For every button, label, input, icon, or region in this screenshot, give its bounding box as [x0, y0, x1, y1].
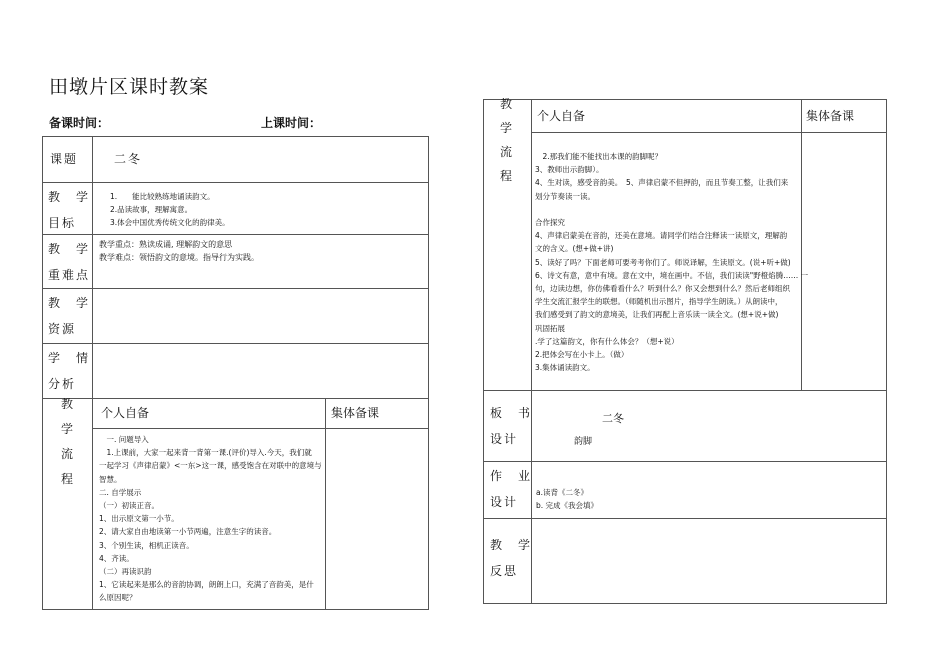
objectives-text: 1. 能比较熟练地诵读韵文。 2.品读故事，理解寓意。 3.体会中国优秀传统文化的韵律美。 — [110, 192, 230, 228]
analysis-label: 学 情 分析 — [48, 351, 91, 391]
class-time-label: 上课时间： — [261, 116, 322, 130]
reflection-label: 教 学 反思 — [490, 538, 533, 578]
topic-label: 课题 — [50, 152, 79, 166]
board-title: 二冬 — [602, 412, 624, 425]
process-text: 一. 问题导入 1.上课前，大家一起来背一背第一课.(评价)导入.今天，我们就 一起学习《声律启蒙》<一东>这一课，感受饱含在对联中的意境与 智慧。 二. 自学展示 （一）初读正音。 1、出示原文第一小节。 2、请大家自由地读第一小节两遍，注意生字的读音。 3、个别生读，相机正读音。 4、齐读。 （二）再读识韵 1、它读起来是那么的音韵协调，朗朗上口，充满了音韵美，是什 么原因呢？ — [99, 435, 322, 603]
page-title: 田墩片区课时教案 — [49, 76, 210, 98]
homework-text: a.读背《二冬》 b. 完成《我会填》 — [536, 488, 599, 511]
right-group-prep-header: 集体备课 — [806, 109, 855, 123]
right-process-label: 教 学 流 程 — [500, 97, 515, 183]
process-label: 教 学 流 程 — [61, 397, 76, 486]
personal-prep-header: 个人自备 — [101, 406, 150, 420]
board-subtitle: 韵脚 — [574, 437, 593, 447]
homework-label: 作 业 设计 — [490, 469, 533, 509]
right-personal-prep-header: 个人自备 — [537, 109, 586, 123]
board-design-label: 板 书 设计 — [490, 406, 533, 446]
resources-label: 教 学 资源 — [48, 296, 91, 336]
prep-time-label: 备课时间： — [49, 116, 110, 130]
topic-value: 二冬 — [114, 152, 143, 166]
keypoints-label: 教 学 重难点 — [48, 242, 91, 282]
keypoints-text: 教学重点：熟读成诵, 理解韵文的意思 教学难点：领悟韵文的意境。指导行为实践。 — [99, 240, 259, 263]
objectives-label: 教 学 目标 — [48, 190, 91, 230]
right-process-text: 2.那我们能不能找出本课的韵脚呢？ 3、教师出示韵脚）。 4、生对读，感受音韵美。 5、声律启蒙不但押韵，而且节奏工整，让我们来 划分节奏读一读。 合作探究 4、声律启蒙美在音韵，还美在意境。请同学们结合注释读一读原文，理解韵 文的含义。(想+做+讲) 5、读好了吗？下面老师可要考考你们了。师说译解，生读原文。(说+听+做) 6、诗文有意，意中有境。意在文中，境在画中。不信，我们读读"野橙焰腾…… 一 句，边读边想，你仿佛看看什么？听到什么？你又会想到什么？然后老师组织 学生交流汇报学生的联想。（师随机出示图片，指导学生朗读。）从朗读中， 我们感受到了韵文的意境美，让我们再配上音乐读一读全文。(想+说+做) 巩固拓展 .学了这篇韵文，你有什么体会？（想+说） 2.把体会写在小卡上。（做） 3.集体诵读韵文。 — [535, 152, 809, 373]
group-prep-header: 集体备课 — [331, 406, 380, 420]
